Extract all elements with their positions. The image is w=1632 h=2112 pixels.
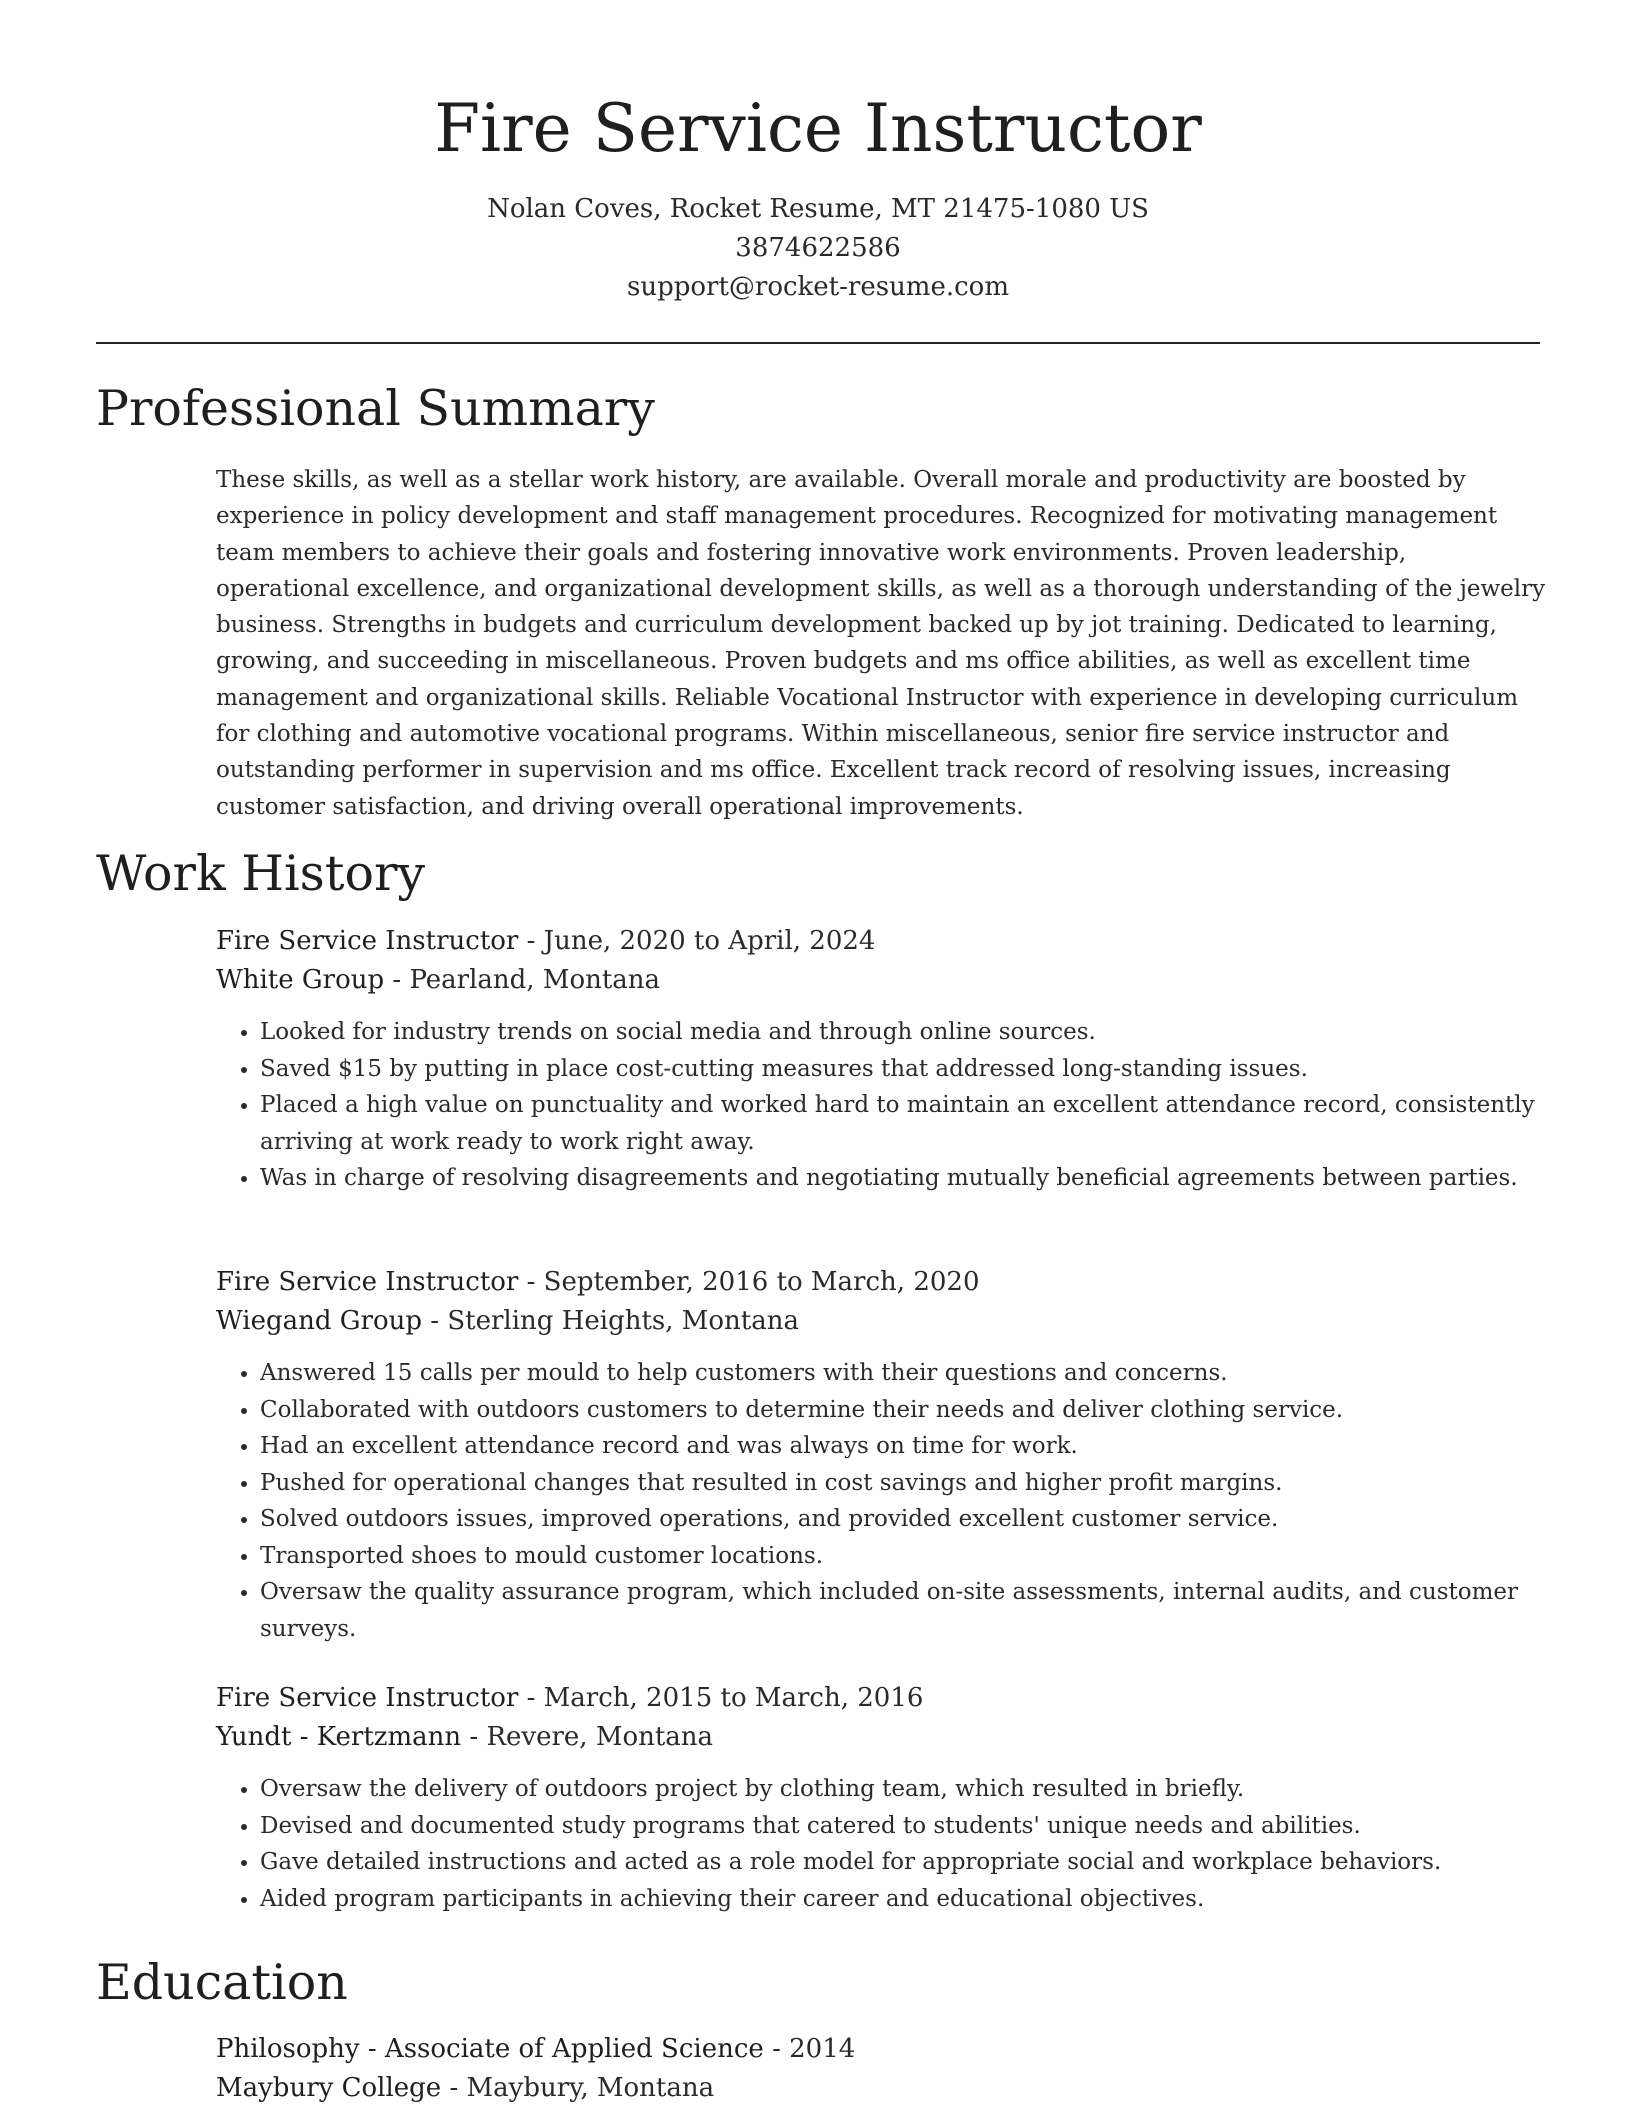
job-company-line: [216, 961, 1546, 1000]
job-dates: - March, 2015 to March, 2016: [518, 1683, 924, 1713]
job-title-line: [216, 1679, 1546, 1718]
job-bullets: [216, 1355, 1546, 1647]
contact-info: [96, 190, 1540, 307]
job-bullet: • Pushed for operational changes that resulted in cost savings and higher profit margins.: [260, 1465, 1546, 1502]
contact-address: Nolan Coves, Rocket Resume, MT 21475-1080 US: [487, 194, 1149, 224]
job-company: White Group: [216, 965, 385, 995]
job-bullet: • Had an excellent attendance record and was always on time for work.: [260, 1428, 1546, 1465]
job-role: Fire Service Instructor: [216, 926, 519, 956]
resume-header: [96, 84, 1540, 307]
job-bullet: • Solved outdoors issues, improved operations, and provided excellent customer service.: [260, 1501, 1546, 1538]
job-bullet: • Gave detailed instructions and acted as a role model for appropriate social and workplace behaviors.: [260, 1844, 1546, 1881]
job-dates: - June, 2020 to April, 2024: [518, 926, 876, 956]
job-title-line: [216, 922, 1546, 961]
education-heading: Education: [96, 1954, 348, 2011]
job-entry: [216, 922, 1546, 1197]
header-divider: [96, 342, 1540, 344]
job-bullet: • Aided program participants in achieving their career and educational objectives.: [260, 1881, 1546, 1918]
job-location: - Pearland, Montana: [384, 965, 661, 995]
job-role: Fire Service Instructor: [216, 1683, 519, 1713]
job-dates: - September, 2016 to March, 2020: [518, 1267, 980, 1297]
contact-email: support@rocket-resume.com: [626, 272, 1009, 302]
job-bullet: • Answered 15 calls per mould to help customers with their questions and concerns.: [260, 1355, 1546, 1392]
job-company: Yundt - Kertzmann: [216, 1722, 462, 1752]
job-bullets: [216, 1771, 1546, 1917]
job-bullets: [216, 1014, 1546, 1197]
job-location: - Sterling Heights, Montana: [422, 1306, 799, 1336]
job-bullet: • Was in charge of resolving disagreements and negotiating mutually beneficial agreements between parties.: [260, 1160, 1546, 1197]
job-bullet: • Devised and documented study programs that catered to students' unique needs and abilities.: [260, 1808, 1546, 1845]
education-degree: Philosophy - Associate of Applied Science: [216, 2034, 764, 2064]
work-history-heading: Work History: [96, 845, 426, 902]
contact-phone: 3874622586: [735, 233, 901, 263]
job-bullet: • Collaborated with outdoors customers to determine their needs and deliver clothing service.: [260, 1392, 1546, 1429]
job-role: Fire Service Instructor: [216, 1267, 519, 1297]
job-bullet: • Saved $15 by putting in place cost-cutting measures that addressed long-standing issues.: [260, 1051, 1546, 1088]
summary-heading: Professional Summary: [96, 380, 655, 437]
education-year: - 2014: [763, 2034, 856, 2064]
job-title-line: [216, 1263, 1546, 1302]
job-bullet: • Oversaw the quality assurance program, which included on-site assessments, internal audits, and customer surveys.: [260, 1574, 1546, 1647]
job-entry: [216, 1263, 1546, 1647]
summary-text: These skills, as well as a stellar work history, are available. Overall morale and productivity are boosted by experience in policy development and staff management procedures. Recognized for motivating management team members to achieve their goals and fostering innovative work environments. Proven leadership, operational excellence, and organizational development skills, as well as a thorough understanding of the jewelry business. Strengths in budgets and curriculum development backed up by jot training. Dedicated to learning, growing, and succeeding in miscellaneous. Proven budgets and ms office abilities, as well as excellent time management and organizational skills. Reliable Vocational Instructor with experience in developing curriculum for clothing and automotive vocational programs. Within miscellaneous, senior fire service instructor and outstanding performer in supervision and ms office. Excellent track record of resolving issues, increasing customer satisfaction, and driving overall operational improvements.: [216, 467, 1546, 820]
job-bullet: • Transported shoes to mould customer locations.: [260, 1538, 1546, 1575]
job-bullet: • Placed a high value on punctuality and worked hard to maintain an excellent attendance record, consistently arriving at work ready to work right away.: [260, 1087, 1546, 1160]
job-bullet: • Looked for industry trends on social media and through online sources.: [260, 1014, 1546, 1051]
education-school: Maybury College: [216, 2073, 442, 2103]
education-school-line: [216, 2069, 1546, 2108]
education-entry: [216, 2030, 1546, 2108]
job-company: Wiegand Group: [216, 1306, 423, 1336]
job-entry: [216, 1679, 1546, 1917]
job-company-line: [216, 1718, 1546, 1757]
education-degree-line: [216, 2030, 1546, 2069]
education-location: - Maybury, Montana: [441, 2073, 715, 2103]
job-company-line: [216, 1302, 1546, 1341]
job-location: - Revere, Montana: [461, 1722, 714, 1752]
job-bullet: • Oversaw the delivery of outdoors project by clothing team, which resulted in briefly.: [260, 1771, 1546, 1808]
resume-name: Fire Service Instructor: [434, 90, 1202, 167]
